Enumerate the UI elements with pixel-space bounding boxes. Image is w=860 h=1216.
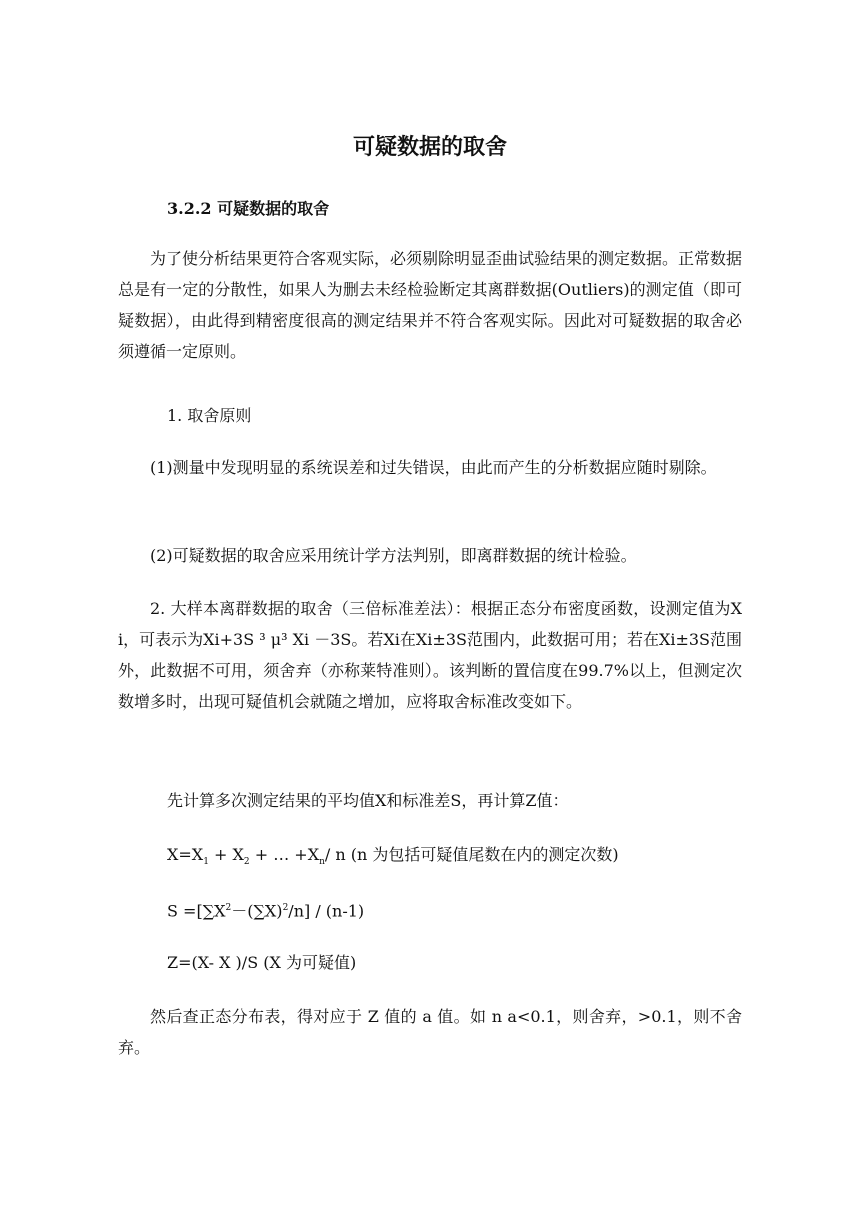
compute-intro: 先计算多次测定结果的平均值X和标准差S，再计算Z值： xyxy=(167,791,569,810)
formula-mean-part-c: + … +X xyxy=(249,845,320,864)
formula-sd-part-b: －(∑X) xyxy=(231,901,283,921)
formula-sd-part-a: S =[∑X xyxy=(167,901,226,921)
formula-mean-part-a: X=X xyxy=(167,845,204,864)
subscript-n: n xyxy=(319,857,325,868)
subscript-2: 2 xyxy=(243,857,250,868)
intro-paragraph: 为了使分析结果更符合客观实际，必须剔除明显歪曲试验结果的测定数据。正常数据总是有一定的分散性，如果人为删去未经检验断定其离群数据(Outliers)的测定值（即可疑数据），由此得到精密度很高的测定结果并不符合客观实际。因此对可疑数据的取舍必须遵循一定原则。 xyxy=(118,249,743,361)
page-title: 可疑数据的取舍 xyxy=(352,134,507,160)
subscript-1: 1 xyxy=(203,857,209,868)
superscript-2-b: 2 xyxy=(282,903,289,913)
formula-sd xyxy=(167,893,364,926)
formula-mean-part-b: + X xyxy=(208,845,244,864)
principle-heading: 1. 取舍原则 xyxy=(167,406,252,425)
formula-mean xyxy=(167,839,619,878)
formula-mean-part-d: / n (n 为包括可疑值尾数在内的测定次数) xyxy=(324,845,619,864)
formula-sd-part-c: /n] / (n-1) xyxy=(288,901,365,921)
section-heading: 3.2.2 可疑数据的取舍 xyxy=(167,199,330,218)
principle-2-paragraph: (2)可疑数据的取舍应采用统计学方法判别，即离群数据的统计检验。 xyxy=(150,546,637,565)
principle-1-paragraph: (1)测量中发现明显的系统误差和过失错误，由此而产生的分析数据应随时剔除。 xyxy=(150,458,717,477)
formula-z: Z=(X- X )/S (X 为可疑值) xyxy=(167,953,357,972)
conclusion-paragraph: 然后查正态分布表，得对应于 Z 值的 a 值。如 n a<0.1，则舍弃，>0.1，则不舍弃。 xyxy=(118,1007,742,1057)
superscript-2-a: 2 xyxy=(225,903,232,913)
large-sample-paragraph: 2. 大样本离群数据的取舍（三倍标准差法）：根据正态分布密度函数，设测定值为Xi，可表示为Xi+3S ³ μ³ Xi －3S。若Xi在Xi±3S范围内，此数据可用；若在Xi±3S范围外，此数据不可用，须舍弃（亦称莱特准则）。该判断的置信度在99.7%以上，但测定次数增多时，出现可疑值机会就随之增加，应将取舍标准改变如下。 xyxy=(118,599,743,711)
